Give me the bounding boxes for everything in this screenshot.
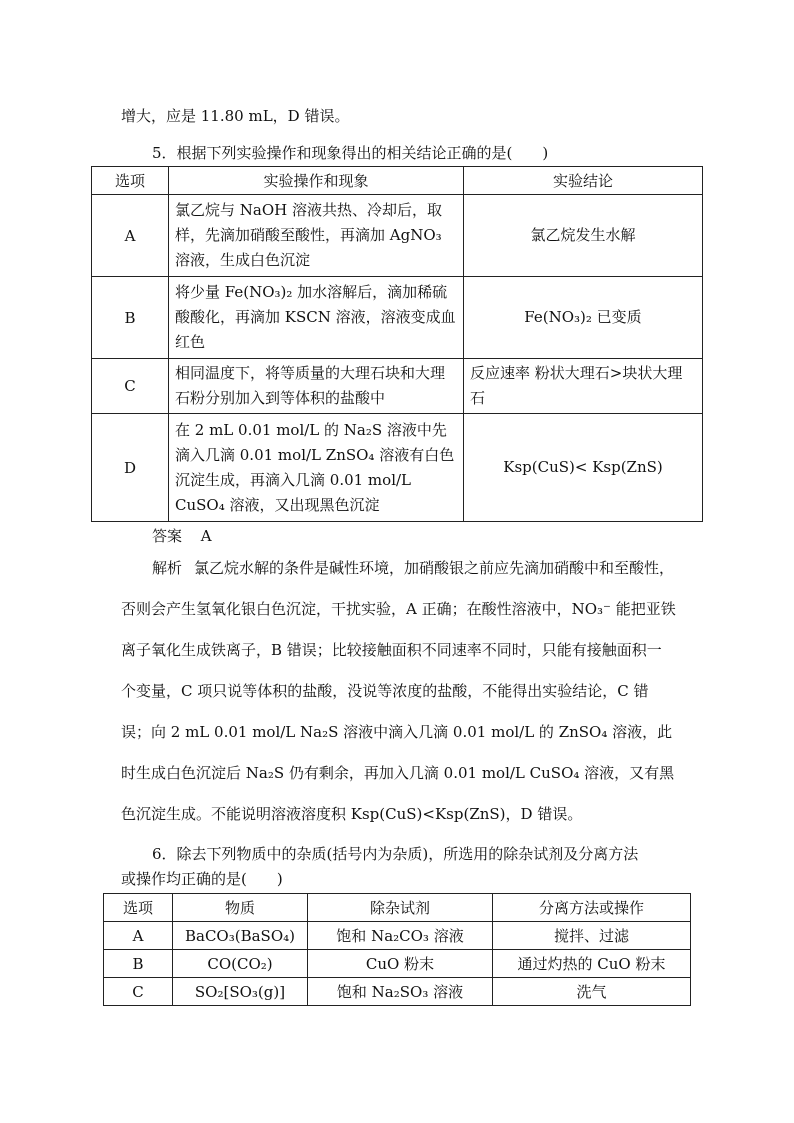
- option-cell: B: [104, 950, 173, 978]
- table-row: [104, 950, 691, 978]
- table-row: [92, 195, 703, 277]
- method-cell: 洗气: [493, 978, 691, 1006]
- operation-cell: 氯乙烷与 NaOH 溶液共热、冷却后，取样，先滴加硝酸至酸性，再滴加 AgNO₃ 溶液，生成白色沉淀: [169, 195, 464, 277]
- operation-cell: 将少量 Fe(NO₃)₂ 加水溶解后，滴加稀硫酸酸化，再滴加 KSCN 溶液，溶液变成血红色: [169, 277, 464, 359]
- answer-value: A: [200, 527, 212, 545]
- conclusion-cell: 反应速率 粉状大理石>块状大理石: [464, 359, 703, 414]
- option-cell: C: [104, 978, 173, 1006]
- header-option: 选项: [92, 167, 169, 195]
- conclusion-cell: Ksp(CuS)< Ksp(ZnS): [464, 414, 703, 522]
- analysis-label: 解析: [152, 559, 183, 577]
- conclusion-cell: 氯乙烷发生水解: [464, 195, 703, 277]
- substance-cell: SO₂[SO₃(g)]: [173, 978, 308, 1006]
- question-6-line-1: 6．除去下列物质中的杂质(括号内为杂质)，所选用的除杂试剂及分离方法: [152, 845, 639, 863]
- table-row: [104, 922, 691, 950]
- header-option: 选项: [104, 894, 173, 922]
- table-row: [92, 359, 703, 414]
- table-row: [92, 277, 703, 359]
- reagent-cell: 饱和 Na₂CO₃ 溶液: [308, 922, 493, 950]
- method-cell: 搅拌、过滤: [493, 922, 691, 950]
- question-5-text: 5．根据下列实验操作和现象得出的相关结论正确的是( ): [152, 144, 549, 162]
- operation-cell: 相同温度下，将等质量的大理石块和大理石粉分别加入到等体积的盐酸中: [169, 359, 464, 414]
- previous-answer-line: 增大，应是 11.80 mL，D 错误。: [121, 107, 350, 125]
- analysis-text: 氯乙烷水解的条件是碱性环境，加硝酸银之前应先滴加硝酸中和至酸性，否则会产生氢氧化银白色沉淀，干扰实验，A 正确；在酸性溶液中，NO₃⁻ 能把亚铁离子氧化生成铁离子，B 错误；比较接触面积不同速率不同时，只能有接触面积一个变量，C 项只说等体积的盐酸，没说等浓度的盐酸，不能得出实验结论，C 错误；向 2 mL 0.01 mol/L Na₂S 溶液中滴入几滴 0.01 mol/L 的 ZnSO₄ 溶液，此时生成白色沉淀后 Na₂S 仍有剩余，再加入几滴 0.01 mol/L CuSO₄ 溶液，又有黑色沉淀生成。不能说明溶液溶度积 Ksp(CuS)<Ksp(ZnS)，D 错误。: [121, 559, 676, 823]
- option-cell: A: [92, 195, 169, 277]
- conclusion-cell: Fe(NO₃)₂ 已变质: [464, 277, 703, 359]
- header-reagent: 除杂试剂: [308, 894, 493, 922]
- option-cell: D: [92, 414, 169, 522]
- header-substance: 物质: [173, 894, 308, 922]
- table-row: [104, 978, 691, 1006]
- method-cell: 通过灼热的 CuO 粉末: [493, 950, 691, 978]
- question-6-table: [103, 893, 691, 1006]
- question-5-table: [91, 166, 703, 522]
- header-method: 分离方法或操作: [493, 894, 691, 922]
- option-cell: B: [92, 277, 169, 359]
- question-6-line-2: 或操作均正确的是( ): [121, 870, 283, 888]
- table-header-row: [104, 894, 691, 922]
- header-conclusion: 实验结论: [464, 167, 703, 195]
- table-header-row: [92, 167, 703, 195]
- analysis-paragraph: [121, 548, 676, 835]
- reagent-cell: 饱和 Na₂SO₃ 溶液: [308, 978, 493, 1006]
- substance-cell: CO(CO₂): [173, 950, 308, 978]
- header-operation: 实验操作和现象: [169, 167, 464, 195]
- substance-cell: BaCO₃(BaSO₄): [173, 922, 308, 950]
- table-row: [92, 414, 703, 522]
- answer-line: [152, 525, 212, 547]
- reagent-cell: CuO 粉末: [308, 950, 493, 978]
- operation-cell: 在 2 mL 0.01 mol/L 的 Na₂S 溶液中先滴入几滴 0.01 mol/L ZnSO₄ 溶液有白色沉淀生成，再滴入几滴 0.01 mol/L CuSO₄ 溶液，又出现黑色沉淀: [169, 414, 464, 522]
- option-cell: C: [92, 359, 169, 414]
- option-cell: A: [104, 922, 173, 950]
- answer-label: 答案: [152, 527, 183, 545]
